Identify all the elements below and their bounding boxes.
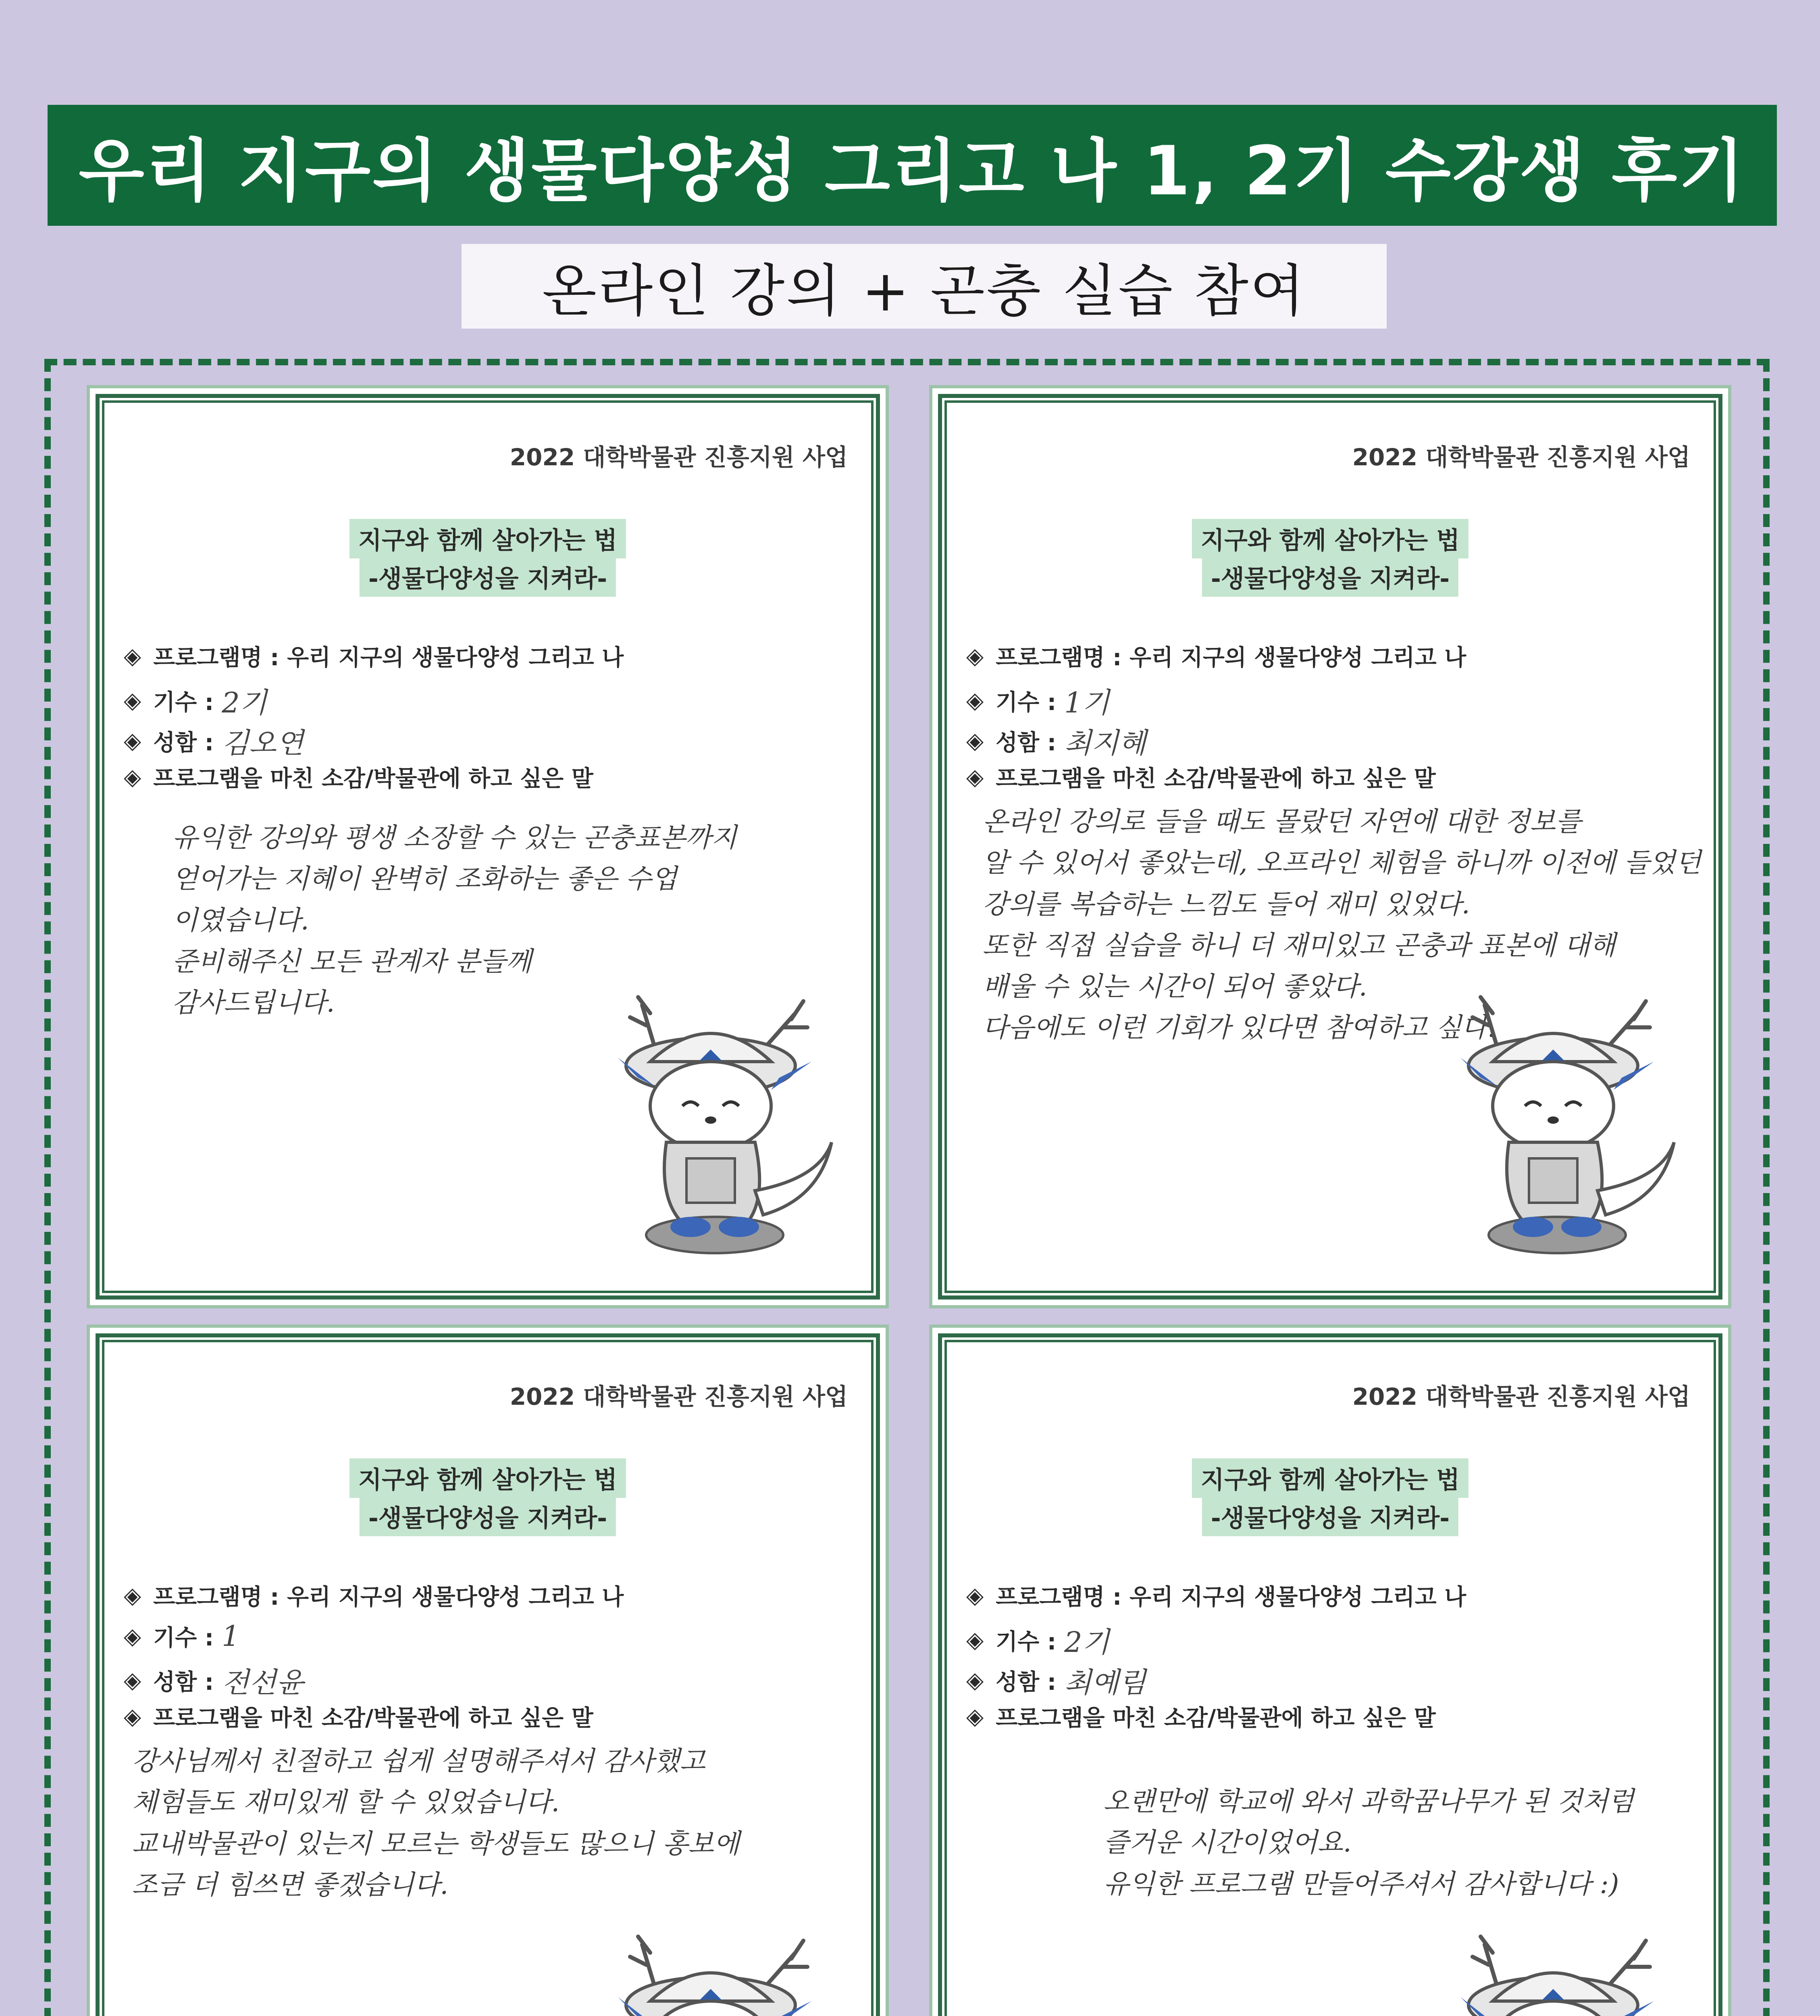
subtitle-box xyxy=(462,244,1387,329)
comment-line: 오랜만에 학교에 와서 과학꿈나무가 된 것처럼 xyxy=(1103,1786,1634,1817)
comment-line: 체험들도 재미있게 할 수 있었습니다. xyxy=(132,1787,560,1818)
name-value: 김오연 xyxy=(222,727,304,760)
cohort-field xyxy=(966,680,1109,721)
diamond-bullet-icon: ◈ xyxy=(124,687,141,714)
cohort-label: 기수 : xyxy=(996,1629,1057,1655)
review-card-frame xyxy=(96,394,880,1300)
card-slogan: -생물다양성을 지켜라- xyxy=(360,557,616,597)
comment-label: 프로그램을 마친 소감/박물관에 하고 싶은 말 xyxy=(153,1705,593,1731)
comment-label: 프로그램을 마친 소감/박물관에 하고 싶은 말 xyxy=(996,766,1436,792)
cohort-field xyxy=(124,1620,240,1653)
program-field xyxy=(124,640,624,672)
comment-line: 조금 더 힘쓰면 좋겠습니다. xyxy=(132,1869,449,1900)
diamond-bullet-icon: ◈ xyxy=(124,1623,141,1649)
comment-label: 프로그램을 마친 소감/박물관에 하고 싶은 말 xyxy=(996,1705,1436,1731)
diamond-bullet-icon: ◈ xyxy=(966,764,984,790)
mascot-illustration xyxy=(594,989,844,1263)
page-subtitle: 온라인 강의 + 곤충 실습 참여 xyxy=(542,258,1306,324)
comment-line: 배울 수 있는 시간이 되어 좋았다. xyxy=(982,971,1367,1002)
diamond-bullet-icon: ◈ xyxy=(966,1703,984,1730)
comment-line: 온라인 강의로 들을 때도 몰랐던 자연에 대한 정보를 xyxy=(982,806,1581,837)
diamond-bullet-icon: ◈ xyxy=(124,643,141,669)
name-value: 최지혜 xyxy=(1064,727,1146,760)
cohort-value: 2기 xyxy=(1064,1626,1110,1659)
name-field xyxy=(966,721,1146,761)
comment-field xyxy=(124,761,593,793)
program-label: 프로그램명 : 우리 지구의 생물다양성 그리고 나 xyxy=(996,645,1466,671)
comment-line: 준비해주신 모든 관계자 분들께 xyxy=(172,946,532,977)
review-card-3 xyxy=(87,1325,889,2016)
comment-line: 이였습니다. xyxy=(172,904,309,936)
program-label: 프로그램명 : 우리 지구의 생물다양성 그리고 나 xyxy=(996,1584,1466,1610)
comment-line: 다음에도 이런 기회가 있다면 참여하고 싶다. xyxy=(982,1012,1496,1043)
comment-field xyxy=(124,1700,593,1733)
page-title: 우리 지구의 생물다양성 그리고 나 1, 2기 수강생 후기 xyxy=(79,131,1746,210)
name-value: 전선윤 xyxy=(222,1666,304,1699)
review-card-frame xyxy=(938,1333,1722,2016)
title-banner xyxy=(48,105,1777,226)
comment-line: 강의를 복습하는 느낌도 들어 재미 있었다. xyxy=(982,888,1470,920)
diamond-bullet-icon: ◈ xyxy=(966,1667,984,1693)
card-subheading: 지구와 함께 살아가는 법 xyxy=(349,1458,626,1498)
comment-line: 감사드립니다. xyxy=(172,987,335,1018)
name-label: 성함 : xyxy=(996,729,1057,756)
comment-field xyxy=(966,1700,1436,1733)
comment-line: 알 수 있어서 좋았는데, 오프라인 체험을 하니까 이전에 들었던 xyxy=(982,847,1701,879)
diamond-bullet-icon: ◈ xyxy=(966,643,984,669)
card-subheading: 지구와 함께 살아가는 법 xyxy=(349,519,626,558)
comment-line: 또한 직접 실습을 하니 더 재미있고 곤충과 표본에 대해 xyxy=(982,929,1616,961)
name-label: 성함 : xyxy=(153,729,214,756)
card-header: 2022 대학박물관 진흥지원 사업 xyxy=(510,444,848,471)
review-card-4 xyxy=(929,1325,1731,2016)
diamond-bullet-icon: ◈ xyxy=(966,687,984,714)
program-field xyxy=(966,640,1466,672)
cohort-field xyxy=(966,1620,1109,1660)
name-field xyxy=(124,1660,304,1701)
cohort-value: 1기 xyxy=(1064,686,1110,719)
card-header: 2022 대학박물관 진흥지원 사업 xyxy=(510,1383,848,1410)
mascot-illustration xyxy=(1436,989,1686,1263)
card-slogan: -생물다양성을 지켜라- xyxy=(1202,557,1458,597)
diamond-bullet-icon: ◈ xyxy=(124,728,141,754)
name-field xyxy=(966,1660,1146,1701)
card-subheading: 지구와 함께 살아가는 법 xyxy=(1192,1458,1468,1498)
card-header: 2022 대학박물관 진흥지원 사업 xyxy=(1352,1383,1690,1410)
cohort-value: 1 xyxy=(222,1620,240,1653)
cohort-label: 기수 : xyxy=(996,689,1057,716)
mascot-illustration xyxy=(594,1929,844,2016)
program-field xyxy=(124,1579,624,1612)
diamond-bullet-icon: ◈ xyxy=(124,1703,141,1730)
comment-line: 교내박물관이 있는지 모르는 학생들도 많으니 홍보에 xyxy=(132,1828,740,1859)
program-field xyxy=(966,1579,1466,1612)
cohort-label: 기수 : xyxy=(153,1625,214,1651)
card-slogan: -생물다양성을 지켜라- xyxy=(360,1497,616,1536)
name-field xyxy=(124,721,304,761)
review-card-2 xyxy=(929,385,1731,1308)
card-subheading: 지구와 함께 살아가는 법 xyxy=(1192,519,1468,558)
review-card-1 xyxy=(87,385,889,1308)
comment-line: 즐거운 시간이었어요. xyxy=(1103,1827,1352,1858)
handwritten-comment xyxy=(132,1741,852,1906)
comment-line: 얻어가는 지혜이 완벽히 조화하는 좋은 수업 xyxy=(172,863,677,895)
program-label: 프로그램명 : 우리 지구의 생물다양성 그리고 나 xyxy=(153,1584,624,1610)
handwritten-comment xyxy=(1103,1781,1694,1905)
comment-line: 강사님께서 친절하고 쉽게 설명해주셔서 감사했고 xyxy=(132,1745,705,1776)
cohort-field xyxy=(124,680,267,721)
comment-line: 유익한 강의와 평생 소장할 수 있는 곤충표본까지 xyxy=(172,822,737,853)
review-card-frame xyxy=(938,394,1722,1300)
review-card-frame xyxy=(96,1333,880,2016)
diamond-bullet-icon: ◈ xyxy=(124,764,141,790)
cohort-label: 기수 : xyxy=(153,689,214,716)
comment-field xyxy=(966,761,1436,793)
comment-label: 프로그램을 마친 소감/박물관에 하고 싶은 말 xyxy=(153,766,593,792)
program-label: 프로그램명 : 우리 지구의 생물다양성 그리고 나 xyxy=(153,645,624,671)
diamond-bullet-icon: ◈ xyxy=(124,1667,141,1693)
diamond-bullet-icon: ◈ xyxy=(124,1582,141,1609)
cohort-value: 2기 xyxy=(222,686,267,719)
name-value: 최예림 xyxy=(1064,1666,1146,1699)
card-header: 2022 대학박물관 진흥지원 사업 xyxy=(1352,444,1690,471)
diamond-bullet-icon: ◈ xyxy=(966,1627,984,1653)
mascot-illustration xyxy=(1436,1929,1686,2016)
name-label: 성함 : xyxy=(153,1669,214,1695)
diamond-bullet-icon: ◈ xyxy=(966,1582,984,1609)
card-slogan: -생물다양성을 지켜라- xyxy=(1202,1497,1458,1536)
comment-line: 유익한 프로그램 만들어주셔서 감사합니다 :) xyxy=(1103,1868,1619,1899)
diamond-bullet-icon: ◈ xyxy=(966,728,984,754)
name-label: 성함 : xyxy=(996,1669,1057,1695)
